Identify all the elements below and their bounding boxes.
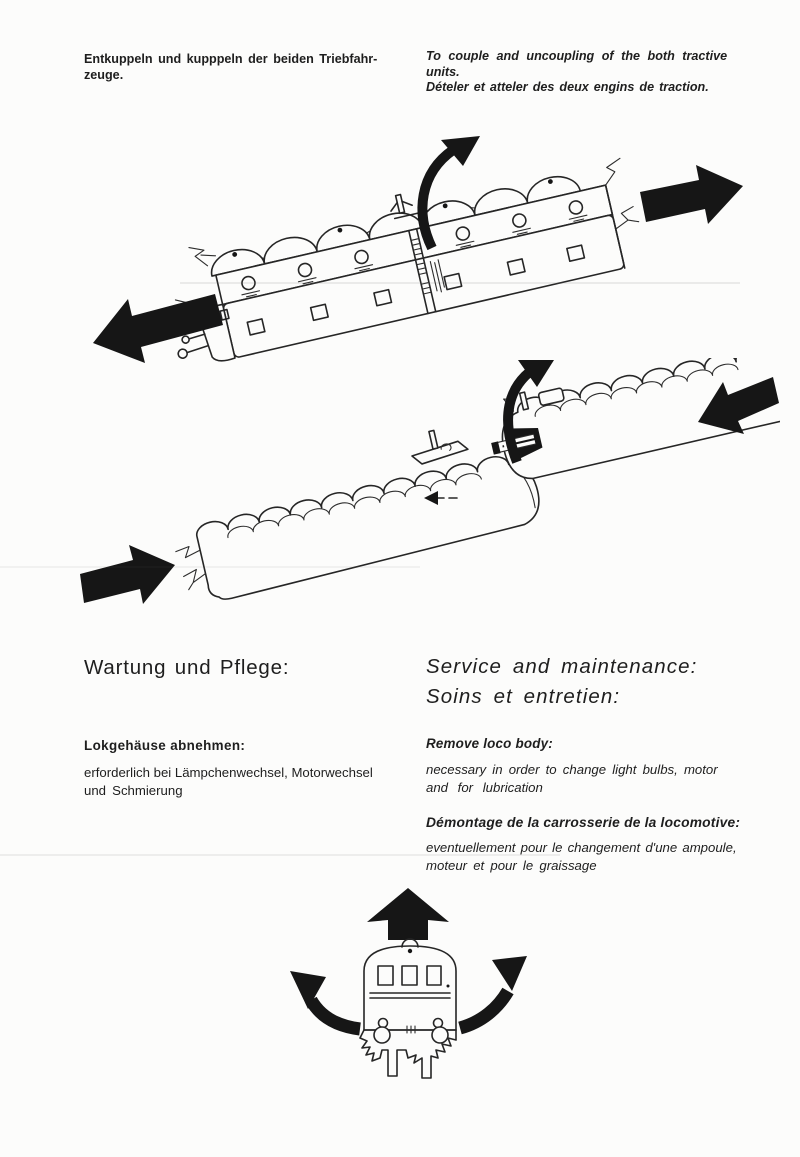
curved-right-arrow-icon (460, 991, 508, 1028)
paragraph-title: Remove loco body: (426, 736, 553, 751)
scan-crease (0, 566, 420, 568)
scan-crease (180, 282, 740, 284)
text-line: Service and maintenance: (426, 655, 698, 678)
maintenance-heading-english-french (426, 652, 697, 712)
text-line: units. (426, 64, 460, 79)
coupling-note-english-french (426, 49, 727, 96)
text-line: Dételer et atteler des deux engins de traction. (426, 80, 709, 95)
arrow-right-icon (640, 165, 743, 224)
curved-left-arrow-icon (311, 1000, 360, 1029)
text-line: and for lubrication (426, 780, 543, 795)
paragraph-text (426, 839, 740, 875)
figure-body-removal (270, 878, 550, 1108)
arrow-left-icon (93, 294, 223, 363)
text-line: Entkuppeln und kupppeln der beiden Triebfahr- (84, 52, 378, 66)
text-line: und Schmierung (84, 783, 183, 798)
paragraph-title: Démontage de la carrosserie de la locomotive: (426, 815, 741, 830)
figure-uncoupling-units (85, 128, 745, 393)
remove-body-german (84, 738, 373, 800)
text-line: erforderlich bei Lämpchenwechsel, Motorwechsel (84, 765, 373, 780)
paragraph-title: Lokgehäuse abnehmen: (84, 738, 246, 753)
maintenance-heading-german: Wartung und Pflege: (84, 656, 290, 679)
text-line: eventuellement pour le changement d'une ampoule, (426, 840, 737, 855)
coupling-part (408, 424, 469, 466)
text-line: moteur et pour le graissage (426, 858, 597, 873)
text-line: To couple and uncoupling of the both tractive (426, 49, 728, 63)
paragraph-text (426, 761, 740, 797)
figure-body-shells (80, 358, 780, 623)
arrow-right-icon (80, 545, 175, 604)
remove-body-english-french (426, 736, 740, 875)
paragraph-text (84, 764, 373, 800)
text-line: Soins et entretien: (426, 685, 621, 708)
arrow-up-icon (367, 888, 449, 940)
curved-right-arrowhead (492, 956, 527, 991)
text-line: necessary in order to change light bulbs, motor (426, 762, 718, 777)
coupling-note-german (84, 52, 377, 83)
text-line: zeuge. (84, 67, 124, 82)
